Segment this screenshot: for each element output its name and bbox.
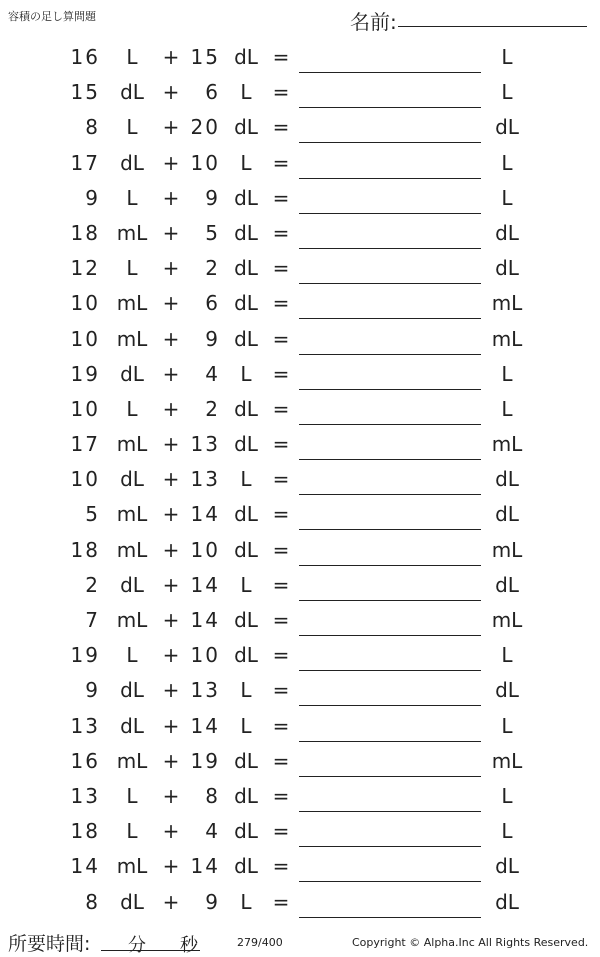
second-quantity: 13 — [190, 467, 220, 492]
problem-row — [0, 39, 600, 74]
problem-row — [0, 602, 600, 637]
plus-sign: + — [162, 783, 180, 808]
problem-row — [0, 813, 600, 848]
second-unit: dL — [234, 748, 258, 773]
equals-sign: = — [272, 220, 290, 245]
equals-sign: = — [272, 291, 290, 316]
second-quantity: 10 — [190, 643, 220, 668]
first-unit: mL — [116, 432, 148, 457]
answer-unit: mL — [491, 608, 523, 632]
first-quantity: 18 — [70, 537, 100, 562]
equals-sign: = — [272, 608, 290, 632]
first-unit: mL — [116, 291, 148, 316]
problem-row — [0, 672, 600, 707]
plus-sign: + — [162, 572, 180, 597]
first-unit: dL — [120, 889, 144, 914]
plus-sign: + — [162, 748, 180, 773]
second-unit: L — [240, 467, 252, 492]
answer-blank[interactable] — [299, 494, 481, 495]
plus-sign: + — [162, 220, 180, 245]
first-quantity: 2 — [85, 572, 100, 597]
answer-unit: dL — [495, 502, 519, 527]
first-quantity: 15 — [70, 80, 100, 105]
second-quantity: 4 — [205, 361, 220, 386]
problem-row — [0, 391, 600, 426]
first-unit: L — [126, 185, 138, 210]
answer-unit: dL — [495, 678, 519, 703]
equals-sign: = — [272, 643, 290, 668]
equals-sign: = — [272, 572, 290, 597]
plus-sign: + — [162, 678, 180, 703]
equals-sign: = — [272, 678, 290, 703]
name-field-line[interactable] — [398, 26, 587, 27]
problem-row — [0, 848, 600, 883]
first-unit: L — [126, 643, 138, 668]
first-unit: dL — [120, 713, 144, 738]
equals-sign: = — [272, 854, 290, 879]
equals-sign: = — [272, 819, 290, 844]
problem-row — [0, 356, 600, 391]
second-unit: L — [240, 150, 252, 175]
second-quantity: 9 — [205, 185, 220, 210]
first-unit: mL — [116, 220, 148, 245]
second-unit: L — [240, 80, 252, 105]
answer-unit: L — [501, 185, 513, 210]
equals-sign: = — [272, 783, 290, 808]
first-quantity: 17 — [70, 150, 100, 175]
answer-blank[interactable] — [299, 424, 481, 425]
second-quantity: 9 — [205, 889, 220, 914]
plus-sign: + — [162, 256, 180, 281]
second-quantity: 14 — [190, 502, 220, 527]
first-unit: mL — [116, 854, 148, 879]
equals-sign: = — [272, 537, 290, 562]
problem-row — [0, 426, 600, 461]
problem-row — [0, 532, 600, 567]
first-unit: dL — [120, 572, 144, 597]
second-quantity: 6 — [205, 80, 220, 105]
second-quantity: 13 — [190, 432, 220, 457]
first-quantity: 8 — [85, 115, 100, 140]
equals-sign: = — [272, 889, 290, 914]
second-unit: L — [240, 678, 252, 703]
first-quantity: 13 — [70, 783, 100, 808]
second-unit: dL — [234, 185, 258, 210]
problem-row — [0, 708, 600, 743]
first-quantity: 5 — [85, 502, 100, 527]
first-unit: dL — [120, 150, 144, 175]
answer-blank[interactable] — [299, 283, 481, 284]
answer-unit: L — [501, 643, 513, 668]
answer-unit: L — [501, 80, 513, 105]
problem-row — [0, 461, 600, 496]
answer-unit: dL — [495, 572, 519, 597]
first-quantity: 17 — [70, 432, 100, 457]
second-unit: dL — [234, 432, 258, 457]
answer-blank[interactable] — [299, 248, 481, 249]
name-label: 名前: — [350, 10, 397, 34]
answer-blank[interactable] — [299, 142, 481, 143]
equals-sign: = — [272, 502, 290, 527]
second-unit: dL — [234, 291, 258, 316]
second-quantity: 14 — [190, 854, 220, 879]
second-quantity: 19 — [190, 748, 220, 773]
minutes-label: 分 — [128, 935, 146, 956]
second-unit: L — [240, 889, 252, 914]
second-quantity: 9 — [205, 326, 220, 351]
answer-unit: dL — [495, 220, 519, 245]
answer-blank[interactable] — [299, 213, 481, 214]
answer-blank[interactable] — [299, 72, 481, 73]
second-quantity: 20 — [190, 115, 220, 140]
equals-sign: = — [272, 361, 290, 386]
answer-blank[interactable] — [299, 389, 481, 390]
plus-sign: + — [162, 115, 180, 140]
first-quantity: 9 — [85, 185, 100, 210]
first-quantity: 12 — [70, 256, 100, 281]
second-unit: dL — [234, 45, 258, 69]
first-unit: mL — [116, 537, 148, 562]
plus-sign: + — [162, 396, 180, 421]
problem-row — [0, 567, 600, 602]
answer-unit: mL — [491, 291, 523, 316]
equals-sign: = — [272, 467, 290, 492]
equals-sign: = — [272, 748, 290, 773]
problem-row — [0, 145, 600, 180]
first-unit: mL — [116, 326, 148, 351]
plus-sign: + — [162, 432, 180, 457]
first-unit: mL — [116, 748, 148, 773]
plus-sign: + — [162, 291, 180, 316]
equals-sign: = — [272, 115, 290, 140]
second-quantity: 6 — [205, 291, 220, 316]
worksheet-title: 容積の足し算問題 — [8, 10, 96, 23]
problem-row — [0, 637, 600, 672]
answer-unit: L — [501, 783, 513, 808]
second-unit: dL — [234, 256, 258, 281]
first-quantity: 10 — [70, 326, 100, 351]
answer-unit: L — [501, 396, 513, 421]
second-unit: L — [240, 572, 252, 597]
answer-blank[interactable] — [299, 741, 481, 742]
equals-sign: = — [272, 185, 290, 210]
first-unit: dL — [120, 80, 144, 105]
answer-blank[interactable] — [299, 776, 481, 777]
plus-sign: + — [162, 467, 180, 492]
second-unit: dL — [234, 220, 258, 245]
first-unit: L — [126, 783, 138, 808]
answer-blank[interactable] — [299, 318, 481, 319]
plus-sign: + — [162, 819, 180, 844]
plus-sign: + — [162, 185, 180, 210]
first-quantity: 19 — [70, 643, 100, 668]
second-quantity: 15 — [190, 45, 220, 69]
plus-sign: + — [162, 643, 180, 668]
second-quantity: 10 — [190, 150, 220, 175]
second-quantity: 13 — [190, 678, 220, 703]
answer-unit: mL — [491, 432, 523, 457]
page-number: 279/400 — [237, 936, 283, 949]
plus-sign: + — [162, 45, 180, 69]
answer-blank[interactable] — [299, 881, 481, 882]
second-unit: dL — [234, 537, 258, 562]
first-unit: mL — [116, 502, 148, 527]
second-unit: dL — [234, 396, 258, 421]
problem-row — [0, 74, 600, 109]
first-quantity: 16 — [70, 45, 100, 69]
equals-sign: = — [272, 432, 290, 457]
first-unit: L — [126, 256, 138, 281]
answer-unit: mL — [491, 537, 523, 562]
answer-blank[interactable] — [299, 529, 481, 530]
problem-row — [0, 285, 600, 320]
equals-sign: = — [272, 713, 290, 738]
answer-blank[interactable] — [299, 705, 481, 706]
plus-sign: + — [162, 361, 180, 386]
answer-blank[interactable] — [299, 565, 481, 566]
second-quantity: 10 — [190, 537, 220, 562]
second-quantity: 8 — [205, 783, 220, 808]
first-quantity: 9 — [85, 678, 100, 703]
answer-unit: dL — [495, 854, 519, 879]
problem-row — [0, 215, 600, 250]
second-quantity: 2 — [205, 396, 220, 421]
equals-sign: = — [272, 256, 290, 281]
second-unit: dL — [234, 502, 258, 527]
equals-sign: = — [272, 150, 290, 175]
second-unit: dL — [234, 819, 258, 844]
first-quantity: 10 — [70, 396, 100, 421]
second-quantity: 14 — [190, 572, 220, 597]
answer-blank[interactable] — [299, 635, 481, 636]
seconds-label: 秒 — [180, 935, 198, 956]
answer-unit: mL — [491, 748, 523, 773]
first-unit: L — [126, 396, 138, 421]
first-unit: L — [126, 45, 138, 69]
problem-row — [0, 109, 600, 144]
first-quantity: 16 — [70, 748, 100, 773]
equals-sign: = — [272, 45, 290, 69]
first-unit: dL — [120, 361, 144, 386]
copyright-notice: Copyright © Alpha.Inc All Rights Reserved. — [352, 936, 589, 949]
problem-row — [0, 496, 600, 531]
time-label: 所要時間: — [8, 933, 91, 955]
equals-sign: = — [272, 80, 290, 105]
answer-unit: dL — [495, 889, 519, 914]
first-quantity: 14 — [70, 854, 100, 879]
plus-sign: + — [162, 537, 180, 562]
answer-unit: L — [501, 361, 513, 386]
second-unit: dL — [234, 115, 258, 140]
plus-sign: + — [162, 889, 180, 914]
first-quantity: 10 — [70, 467, 100, 492]
answer-blank[interactable] — [299, 178, 481, 179]
second-unit: dL — [234, 326, 258, 351]
problem-row — [0, 743, 600, 778]
answer-blank[interactable] — [299, 354, 481, 355]
equals-sign: = — [272, 396, 290, 421]
equals-sign: = — [272, 326, 290, 351]
answer-blank[interactable] — [299, 459, 481, 460]
first-quantity: 18 — [70, 220, 100, 245]
first-quantity: 8 — [85, 889, 100, 914]
second-quantity: 4 — [205, 819, 220, 844]
plus-sign: + — [162, 80, 180, 105]
answer-unit: L — [501, 713, 513, 738]
second-unit: dL — [234, 854, 258, 879]
second-unit: dL — [234, 643, 258, 668]
first-quantity: 7 — [85, 608, 100, 632]
problem-row — [0, 180, 600, 215]
second-unit: L — [240, 713, 252, 738]
answer-unit: L — [501, 150, 513, 175]
second-unit: dL — [234, 608, 258, 632]
answer-blank[interactable] — [299, 600, 481, 601]
plus-sign: + — [162, 608, 180, 632]
answer-blank[interactable] — [299, 917, 481, 918]
problem-row — [0, 321, 600, 356]
first-quantity: 19 — [70, 361, 100, 386]
answer-unit: dL — [495, 115, 519, 140]
answer-unit: mL — [491, 326, 523, 351]
second-quantity: 14 — [190, 608, 220, 632]
second-unit: dL — [234, 783, 258, 808]
answer-unit: L — [501, 819, 513, 844]
answer-unit: dL — [495, 467, 519, 492]
problem-row — [0, 778, 600, 813]
first-unit: L — [126, 115, 138, 140]
answer-blank[interactable] — [299, 846, 481, 847]
answer-blank[interactable] — [299, 107, 481, 108]
second-unit: L — [240, 361, 252, 386]
plus-sign: + — [162, 150, 180, 175]
problem-list — [0, 39, 600, 919]
answer-unit: dL — [495, 256, 519, 281]
first-unit: L — [126, 819, 138, 844]
first-quantity: 10 — [70, 291, 100, 316]
answer-unit: L — [501, 45, 513, 69]
plus-sign: + — [162, 854, 180, 879]
first-unit: mL — [116, 608, 148, 632]
answer-blank[interactable] — [299, 811, 481, 812]
first-unit: dL — [120, 678, 144, 703]
answer-blank[interactable] — [299, 670, 481, 671]
problem-row — [0, 884, 600, 919]
problem-row — [0, 250, 600, 285]
plus-sign: + — [162, 326, 180, 351]
second-quantity: 14 — [190, 713, 220, 738]
plus-sign: + — [162, 713, 180, 738]
second-quantity: 5 — [205, 220, 220, 245]
first-unit: dL — [120, 467, 144, 492]
second-quantity: 2 — [205, 256, 220, 281]
first-quantity: 18 — [70, 819, 100, 844]
plus-sign: + — [162, 502, 180, 527]
first-quantity: 13 — [70, 713, 100, 738]
